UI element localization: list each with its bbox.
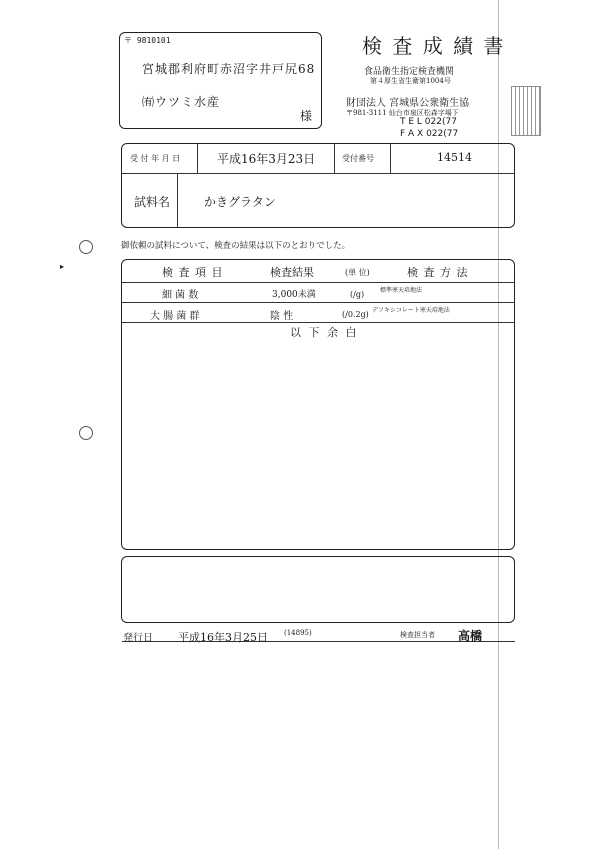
header-method: 検 査 方 法 [407,266,469,279]
addressee-company: ㈲ウツミ水産 [142,95,221,109]
inspector-label: 検査担当者 [400,631,435,639]
row1-method: 標準寒天培地法 [380,287,423,294]
issuer-address: 〒981-3111 仙台市泉区松森字場下 [346,109,459,117]
header-item: 検 査 項 目 [162,266,224,279]
row1-result: 3,000未満 [272,290,316,300]
issuer-designation: 食品衛生指定検査機関 [364,67,455,77]
postal-code: 〒 9810101 [124,36,171,45]
report-title: 検 査 成 績 書 [362,34,506,58]
reception-date-label: 受 付 年 月 日 [130,154,181,163]
header-result: 検査結果 [270,266,314,279]
row1-unit: (/g) [350,290,365,299]
results-end-note: 以 下 余 白 [290,326,359,339]
addressee-honorific: 様 [300,109,313,123]
addressee-box [119,32,322,129]
row2-result: 陰 性 [270,311,294,322]
reception-number-label: 受付番号 [342,154,374,163]
issuer-registration: 第４厚生省生衛第1004号 [370,77,451,85]
row2-unit: (/0.2g) [342,310,369,319]
row2-item: 大 腸 菌 群 [150,311,200,322]
issue-number: (14895) [284,629,312,637]
sample-label: 試料名 [134,195,171,209]
issue-date-value: 平成16年3月25日 [178,631,268,644]
reception-date-value: 平成16年3月23日 [217,152,316,166]
header-unit: (単 位) [345,268,370,277]
addressee-address: 宮城郡利府町赤沼字井戸尻68 [142,62,316,76]
punch-hole-top [79,240,93,254]
remarks-box [121,556,515,623]
issuer-tel: T E L 022(77 [400,117,457,127]
scan-mark: ▸ [60,262,65,271]
issue-date-label: 発行日 [123,633,153,644]
sample-value: かきグラタン [204,195,276,209]
issuer-name: 財団法人 宮城県公衆衛生協 [346,98,470,109]
reception-number-value: 14514 [437,151,472,164]
issuer-fax: F A X 022(77 [400,129,459,139]
reception-box [121,143,515,228]
row1-item: 細 菌 数 [162,290,199,301]
punch-hole-bottom [79,426,93,440]
results-table [121,259,515,550]
official-seal [511,86,541,136]
row2-method: デソキシコレート寒天培地法 [372,307,450,314]
intro-text: 御依頼の試料について、検査の結果は以下のとおりでした。 [121,241,351,251]
inspector-name: 高橋 [458,629,483,643]
